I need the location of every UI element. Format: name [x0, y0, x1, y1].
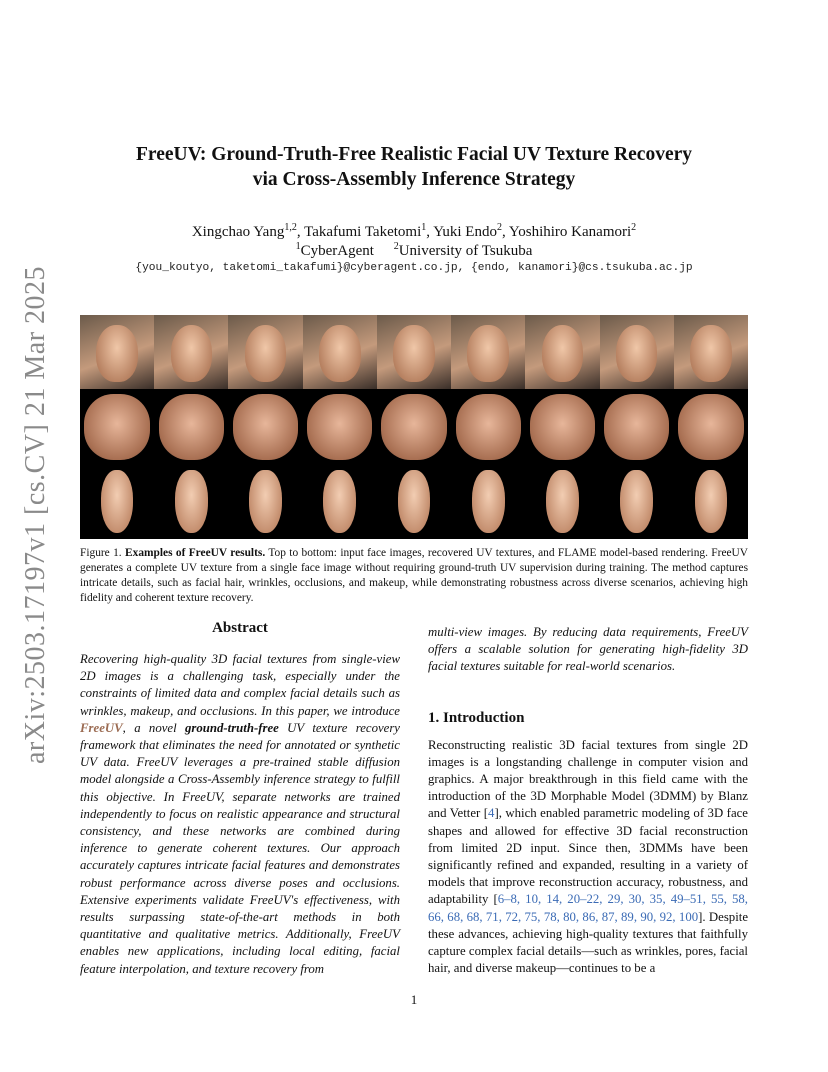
author: Yuki Endo$^2$,	[433, 222, 509, 240]
author-emails: {you_koutyo, taketomi_takafumi}@cyberagent.co.jp, {endo, kanamori}@cs.tsukuba.ac.jp	[135, 262, 693, 274]
page-number: 1	[410, 992, 418, 1007]
citation-links[interactable]: 6–8, 10, 14, 20–22, 29, 30, 35, 49–51, 55, 58, 66, 68, 68, 71, 72, 75, 78, 80, 86, 87, 89, 90, 92, 100	[428, 892, 748, 924]
uv-texture-image	[80, 389, 154, 464]
flame-rendering-image	[600, 464, 674, 539]
introduction-text: Reconstructing realistic 3D facial textures from single 2D images is a longstanding challenge in computer vision and graphics. A major breakthrough in this field came with the introduction of the 3D Morphable Model (3DMM) by Blanz and Vetter [4], which enabled parametric modeling of 3D face shapes and allowed for effective 3D facial reconstruction from limited 2D input. Since then, 3DMMs have been significantly refined and expanded, resulting in a variety of models that improve reconstruction accuracy, robustness, and adaptability [6–8, 10, 14, 20–22, 29, 30, 35, 49–51, 55, 58, 66, 68, 68, 71, 72, 75, 78, 80, 86, 87, 89, 90, 92, 100]. Despite these advances, achieving high-quality textures that faithfully capture complex facial details—such as wrinkles, pores, facial hair, and diverse makeup—continues to be a	[428, 737, 748, 976]
arxiv-identifier-text: arXiv:2503.17197v1 [cs.CV] 21 Mar 2025	[20, 265, 51, 765]
input-face-image	[303, 315, 377, 389]
uv-texture-image	[674, 389, 748, 464]
input-face-image	[228, 315, 302, 389]
affiliations	[80, 237, 748, 261]
flame-rendering-image	[451, 464, 525, 539]
input-face-image	[674, 315, 748, 389]
input-face-image	[377, 315, 451, 389]
abstract-heading: Abstract	[212, 620, 268, 636]
freeuv-link[interactable]: FreeUV	[80, 720, 123, 735]
affiliation: $^1$CyberAgent	[295, 241, 374, 259]
figure-1-image-grid	[80, 315, 748, 539]
uv-texture-image	[303, 389, 377, 464]
figure-caption: Figure 1. Examples of FreeUV results. Top to bottom: input face images, recovered UV textures, and FLAME model-based rendering. FreeUV generates a complete UV texture from a single face image without requiring ground-truth UV supervision during training. The method captures intricate details, such as facial hair, wrinkles, occlusions, and makeup, while demonstrating robustness across diverse scenarios, achieving high fidelity and coherent texture recovery.	[80, 547, 749, 604]
input-face-image	[154, 315, 228, 389]
uv-texture-image	[228, 389, 302, 464]
citation-link[interactable]: 4	[488, 806, 495, 821]
flame-rendering-image	[525, 464, 599, 539]
left-column	[80, 620, 400, 978]
abstract-text: Recovering high-quality 3D facial textures from single-view 2D images is a challenging task, especially under the constraints of limited data and complex facial details such as wrinkles, makeup, and occlusions. In this paper, we introduce FreeUV, a novel ground-truth-free UV texture recovery framework that eliminates the need for annotated or synthetic UV data. FreeUV leverages a pre-trained stable diffusion model alongside a Cross-Assembly inference strategy to fulfill this objective. In FreeUV, separate networks are trained independently to focus on realistic appearance and structural consistency, and these networks are combined during inference to generate coherent textures. Our approach accurately captures intricate facial features and demonstrates robust performance across diverse poses and occlusions. Extensive experiments validate FreeUV's effectiveness, with results surpassing state-of-the-art methods in both quantitative and qualitative metrics. Additionally, FreeUV enables new applications, including local editing, facial feature interpolation, and texture recovery from	[80, 652, 400, 976]
uv-texture-image	[154, 389, 228, 464]
flame-rendering-image	[674, 464, 748, 539]
flame-rendering-image	[154, 464, 228, 539]
paper-title	[80, 142, 748, 192]
flame-rendering-image	[228, 464, 302, 539]
flame-rendering-image	[303, 464, 377, 539]
input-face-image	[451, 315, 525, 389]
flame-rendering-image	[377, 464, 451, 539]
uv-texture-image	[377, 389, 451, 464]
uv-texture-image	[525, 389, 599, 464]
introduction-heading: 1. Introduction	[428, 709, 525, 726]
abstract-continuation: multi-view images. By reducing data requirements, FreeUV offers a scalable solution for generating high-fidelity 3D facial textures suitable for real-world scenarios.	[428, 625, 748, 674]
uv-texture-image	[451, 389, 525, 464]
author: Xingchao Yang$^{1,2}$,	[191, 222, 305, 240]
uv-texture-image	[600, 389, 674, 464]
input-face-image	[80, 315, 154, 389]
author: Yoshihiro Kanamori$^2$	[508, 222, 637, 240]
title-line-1: FreeUV: Ground-Truth-Free Realistic Facial UV Texture Recovery	[135, 144, 693, 165]
author: Takafumi Taketomi$^1$,	[304, 222, 434, 240]
arxiv-identifier	[20, 265, 51, 765]
affiliation: $^2$University of Tsukuba	[393, 241, 533, 259]
title-line-2: via Cross-Assembly Inference Strategy	[252, 169, 576, 190]
right-column	[428, 624, 748, 977]
flame-rendering-image	[80, 464, 154, 539]
input-face-image	[525, 315, 599, 389]
input-face-image	[600, 315, 674, 389]
